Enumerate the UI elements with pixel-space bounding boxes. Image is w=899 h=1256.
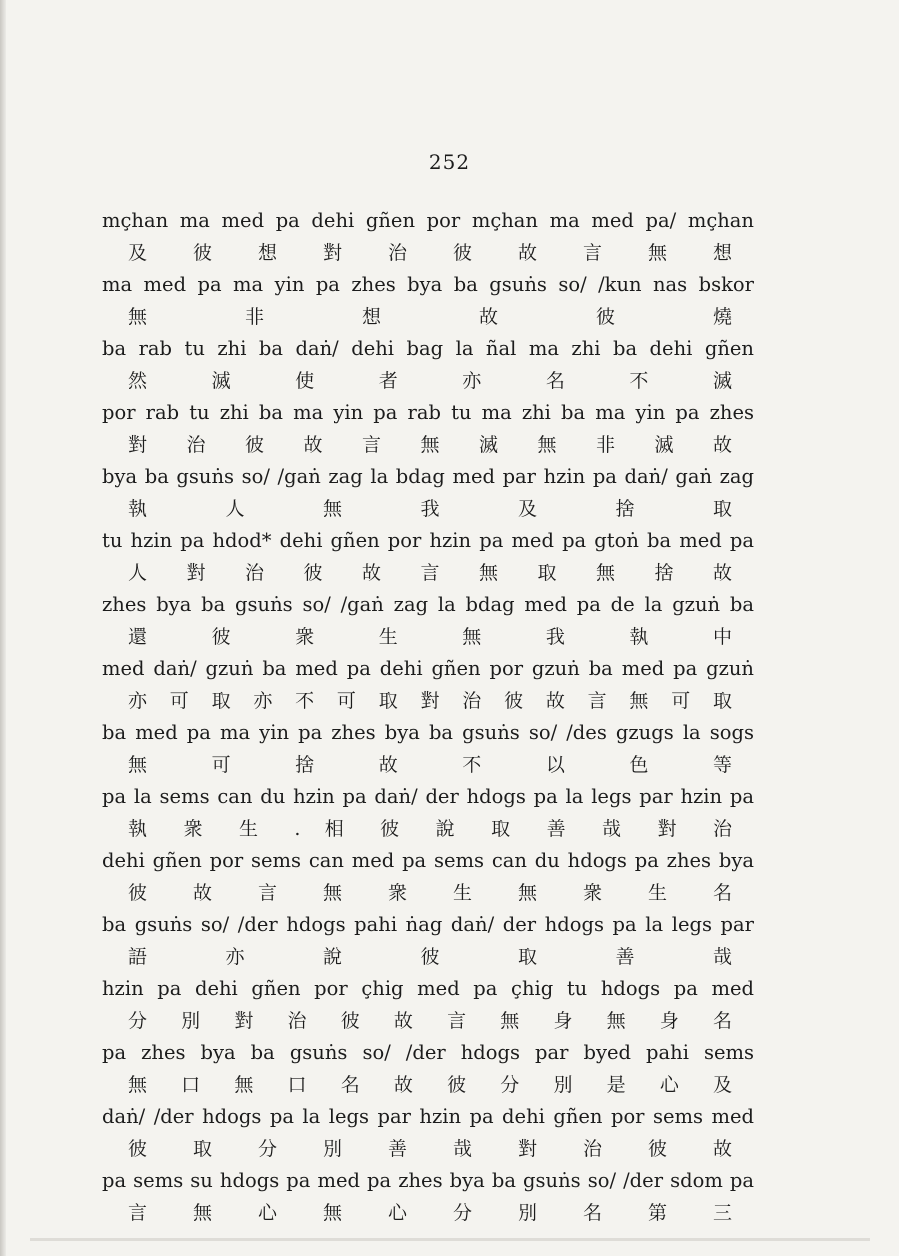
chinese-gloss-line: 亦 可 取 亦 不 可 取 對 治 彼 故 言 無 可 取 [128, 690, 732, 712]
chinese-gloss-line: 言 無 心 無 心 分 別 名 第 三 [128, 1202, 732, 1224]
chinese-gloss-line: 還 彼 衆 生 無 我 執 中 [128, 626, 732, 648]
chinese-gloss-line: 無 口 無 口 名 故 彼 分 別 是 心 及 [128, 1074, 732, 1096]
chinese-gloss-line: 人 對 治 彼 故 言 無 取 無 捨 故 [128, 562, 732, 584]
scan-left-edge [0, 0, 6, 1256]
tibetan-transliteration-line: bya ba gsuṅs so/ /gaṅ zag la bdag med par hzin pa daṅ/ gaṅ zag [102, 465, 754, 488]
chinese-gloss-line: 分 別 對 治 彼 故 言 無 身 無 身 名 [128, 1010, 732, 1032]
tibetan-transliteration-line: mçhan ma med pa dehi gñen por mçhan ma med pa/ mçhan [102, 209, 754, 232]
interlinear-text [102, 205, 754, 1229]
tibetan-transliteration-line: ba med pa ma yin pa zhes bya ba gsuṅs so/ /des gzugs la sogs [102, 721, 754, 744]
chinese-gloss-line: 彼 故 言 無 衆 生 無 衆 生 名 [128, 882, 732, 904]
chinese-gloss-line: 執 人 無 我 及 捨 取 [128, 498, 732, 520]
tibetan-transliteration-line: ba rab tu zhi ba daṅ/ dehi bag la ñal ma zhi ba dehi gñen [102, 337, 754, 360]
tibetan-transliteration-line: hzin pa dehi gñen por çhig med pa çhig tu hdogs pa med [102, 977, 754, 1000]
chinese-gloss-line: 彼 取 分 別 善 哉 對 治 彼 故 [128, 1138, 732, 1160]
chinese-gloss-line: 無 非 想 故 彼 燒 [128, 306, 732, 328]
tibetan-transliteration-line: daṅ/ /der hdogs pa la legs par hzin pa dehi gñen por sems med [102, 1105, 754, 1128]
chinese-gloss-line: 執 衆 生 . 相 彼 說 取 善 哉 對 治 [128, 818, 732, 840]
chinese-gloss-line: 語 亦 說 彼 取 善 哉 [128, 946, 732, 968]
tibetan-transliteration-line: zhes bya ba gsuṅs so/ /gaṅ zag la bdag med pa de la gzuṅ ba [102, 593, 754, 616]
tibetan-transliteration-line: dehi gñen por sems can med pa sems can du hdogs pa zhes bya [102, 849, 754, 872]
tibetan-transliteration-line: tu hzin pa hdod* dehi gñen por hzin pa med pa gtoṅ ba med pa [102, 529, 754, 552]
chinese-gloss-line: 然 滅 使 者 亦 名 不 滅 [128, 370, 732, 392]
tibetan-transliteration-line: ma med pa ma yin pa zhes bya ba gsuṅs so/ /kun nas bskor [102, 273, 754, 296]
tibetan-transliteration-line: pa la sems can du hzin pa daṅ/ der hdogs pa la legs par hzin pa [102, 785, 754, 808]
tibetan-transliteration-line: pa sems su hdogs pa med pa zhes bya ba gsuṅs so/ /der sdom pa [102, 1169, 754, 1192]
tibetan-transliteration-line: med daṅ/ gzuṅ ba med pa dehi gñen por gzuṅ ba med pa gzuṅ [102, 657, 754, 680]
chinese-gloss-line: 及 彼 想 對 治 彼 故 言 無 想 [128, 242, 732, 264]
tibetan-transliteration-line: ba gsuṅs so/ /der hdogs pahi ṅag daṅ/ der hdogs pa la legs par [102, 913, 754, 936]
chinese-gloss-line: 對 治 彼 故 言 無 滅 無 非 滅 故 [128, 434, 732, 456]
tibetan-transliteration-line: pa zhes bya ba gsuṅs so/ /der hdogs par byed pahi sems [102, 1041, 754, 1064]
scan-bottom-rule [30, 1238, 870, 1241]
page-number: 252 [428, 150, 471, 174]
chinese-gloss-line: 無 可 捨 故 不 以 色 等 [128, 754, 732, 776]
tibetan-transliteration-line: por rab tu zhi ba ma yin pa rab tu ma zhi ba ma yin pa zhes [102, 401, 754, 424]
